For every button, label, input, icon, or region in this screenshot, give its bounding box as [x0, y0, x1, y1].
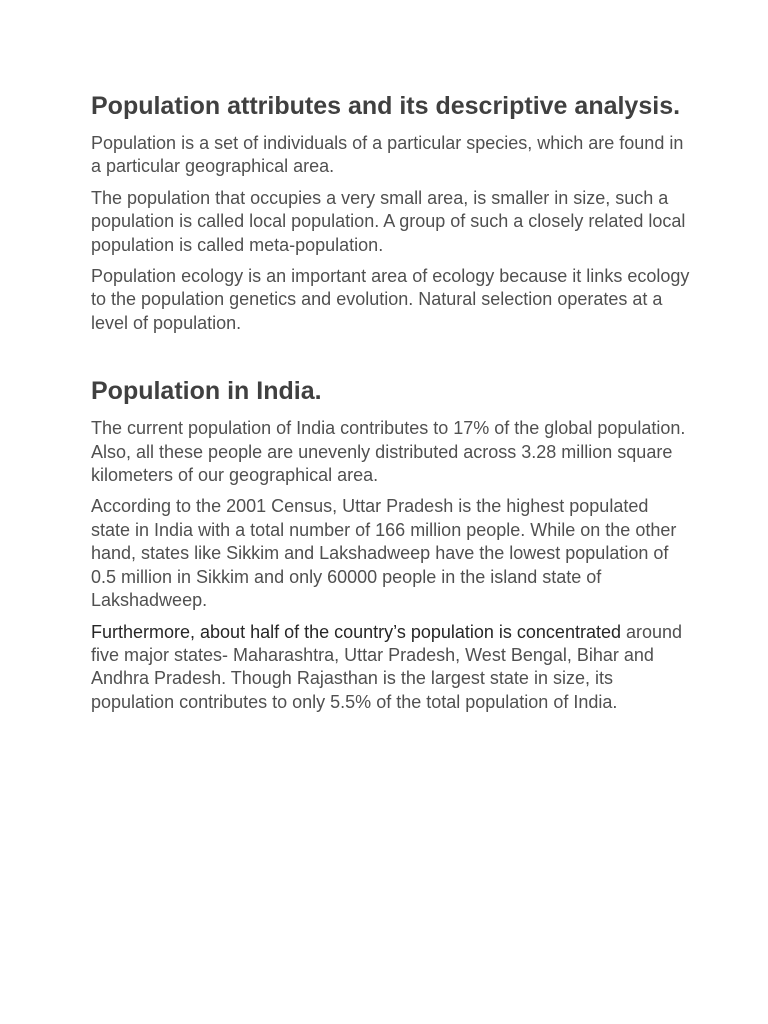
paragraph-five-states [91, 621, 691, 715]
section-heading-population-india: Population in India. [91, 377, 322, 406]
paragraph-five-states-lead: Furthermore, about half of the country’s population is concentrated [91, 621, 621, 642]
document-page [91, 90, 691, 714]
paragraph-population-ecology: Population ecology is an important area of ecology because it links ecology to the population genetics and evolution. Natural selection operates at a level of population. [91, 266, 690, 333]
section-heading-population-attributes: Population attributes and its descriptive analysis. [91, 92, 681, 120]
paragraph-local-population: The population that occupies a very small area, is smaller in size, such a population is called local population. A group of such a closely related local population is called meta-population. [91, 187, 686, 255]
paragraph-census-2001: According to the 2001 Census, Uttar Pradesh is the highest populated state in India with a total number of 166 million people. While on the other hand, states like Sikkim and Lakshadweep have the lowest population of 0.5 million in Sikkim and only 60000 people in the island state of Lakshadweep. [91, 496, 677, 611]
paragraph-five-states-rest: around five major states- Maharashtra, Uttar Pradesh, West Bengal, Bihar and Andhra Pradesh. Though Rajasthan is the largest state in size, its population contributes to only 5.5% of the total population of India. [91, 621, 683, 712]
paragraph-population-definition: Population is a set of individuals of a particular species, which are found in a particular geographical area. [91, 133, 684, 177]
paragraph-india-share: The current population of India contributes to 17% of the global population. Also, all these people are unevenly distributed across 3.28 million square kilometers of our geographical area. [91, 418, 686, 486]
